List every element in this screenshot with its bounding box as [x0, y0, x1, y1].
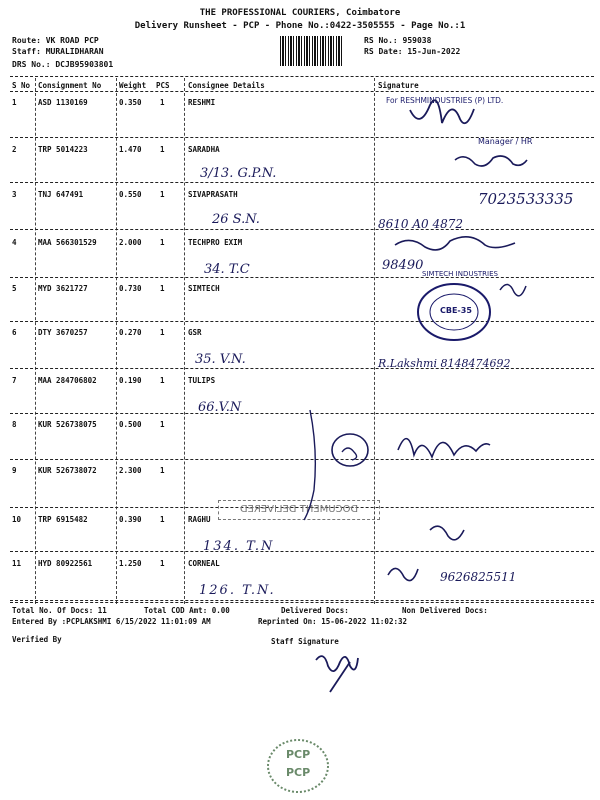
seal-ring-text: SIMTECH INDUSTRIES — [422, 270, 498, 278]
cell-consignment-no: TRP 5014223 — [38, 145, 88, 154]
cell-consignment-no: TRP 6915482 — [38, 515, 88, 524]
cell-consignee-name: RESHMI — [188, 98, 216, 107]
cell-consignee-name: TECHPRO EXIM — [188, 238, 243, 247]
cell-consignment-no: KUR 526738075 — [38, 420, 97, 429]
cell-weight: 1.470 — [119, 145, 142, 154]
cell-weight: 0.390 — [119, 515, 142, 524]
cell-weight: 0.190 — [119, 376, 142, 385]
cell-consignee-name: CORNEAL — [188, 559, 220, 568]
cell-weight: 0.350 — [119, 98, 142, 107]
cell-consignment-no: MAA 566301529 — [38, 238, 97, 247]
cell-sno: 5 — [12, 284, 17, 293]
total-docs: Total No. Of Docs: 11 — [12, 606, 107, 615]
cod-amount: Total COD Amt: 0.00 — [144, 606, 230, 615]
header-consignment: Consignment No — [38, 81, 102, 90]
cell-sno: 3 — [12, 190, 17, 199]
company-stamp-text: For RESHMINDUSTRIES (P) LTD. — [386, 96, 504, 105]
cell-weight: 0.730 — [119, 284, 142, 293]
handwritten-phone: 9626825511 — [440, 570, 517, 584]
cell-weight: 1.250 — [119, 559, 142, 568]
staff-label: Staff: MURALIDHARAN — [12, 47, 104, 56]
cell-pcs: 1 — [160, 466, 165, 475]
non-delivered-docs: Non Delivered Docs: — [402, 606, 488, 615]
cell-weight: 0.270 — [119, 328, 142, 337]
document-delivered-stamp: DOCUMENT DELIVERED — [218, 500, 380, 520]
cell-sno: 7 — [12, 376, 17, 385]
header-weight: Weight — [119, 81, 147, 90]
manager-stamp-text: Manager / HR — [478, 137, 533, 146]
cell-consignment-no: MYD 3621727 — [38, 284, 88, 293]
cell-pcs: 1 — [160, 98, 165, 107]
drs-label: DRS No.: DCJB95903801 — [12, 60, 114, 69]
table-bottom-rule — [10, 602, 594, 603]
header-pcs: PCS — [156, 81, 170, 90]
cell-pcs: 1 — [160, 284, 165, 293]
cell-consignment-no: DTY 3670257 — [38, 328, 88, 337]
cell-consignee-name: SIMTECH — [188, 284, 220, 293]
rs-no-label: RS No.: 959038 — [364, 36, 432, 45]
rs-date-label: RS Date: 15-Jun-2022 — [364, 47, 461, 56]
pcp-stamp-text-top: PCP — [286, 748, 311, 761]
cell-consignment-no: HYD 80922561 — [38, 559, 93, 568]
cell-pcs: 1 — [160, 420, 165, 429]
cell-consignee-name: SARADHA — [188, 145, 220, 154]
handwritten-address: 26 S.N. — [212, 212, 260, 227]
cell-pcs: 1 — [160, 190, 165, 199]
staff-signature-label: Staff Signature — [271, 637, 339, 646]
pcp-stamp-text-bottom: PCP — [286, 766, 311, 779]
cell-consignment-no: MAA 284706802 — [38, 376, 97, 385]
runsheet-subtitle: Delivery Runsheet - PCP - Phone No.:0422-3505555 - Page No.:1 — [134, 21, 466, 31]
cell-sno: 10 — [12, 515, 22, 524]
handwritten-note: R.Lakshmi 8148474692 — [378, 357, 511, 370]
handwritten-phone: 7023533335 — [478, 190, 574, 208]
handwritten-address: 126. T.N. — [199, 583, 276, 598]
cell-consignment-no: ASD 1130169 — [38, 98, 88, 107]
cell-consignee-name: TULIPS — [188, 376, 216, 385]
cell-weight: 0.550 — [119, 190, 142, 199]
cell-pcs: 1 — [160, 515, 165, 524]
delivered-docs: Delivered Docs: — [281, 606, 349, 615]
header-consignee: Consignee Details — [188, 81, 265, 90]
cell-consignee-name: RAGHU — [188, 515, 211, 524]
handwritten-note: 8610 A0 4872 — [378, 217, 464, 231]
cell-sno: 8 — [12, 420, 17, 429]
cell-sno: 9 — [12, 466, 17, 475]
cell-weight: 0.500 — [119, 420, 142, 429]
verified-by: Verified By — [12, 635, 62, 644]
reprinted-on: Reprinted On: 15-06-2022 11:02:32 — [258, 617, 408, 626]
entered-by: Entered By :PCPLAKSHMI 6/15/2022 11:01:09 AM — [12, 617, 211, 626]
cell-consignee-name: SIVAPRASATH — [188, 190, 238, 199]
cell-pcs: 1 — [160, 328, 165, 337]
header-signature: Signature — [378, 81, 419, 90]
cell-sno: 4 — [12, 238, 17, 247]
seal-center-text: CBE-35 — [440, 306, 472, 315]
route-label: Route: VK ROAD PCP — [12, 36, 99, 45]
cell-pcs: 1 — [160, 376, 165, 385]
cell-consignment-no: TNJ 647491 — [38, 190, 84, 199]
cell-sno: 2 — [12, 145, 17, 154]
handwritten-address: 35. V.N. — [195, 352, 246, 367]
cell-pcs: 1 — [160, 238, 165, 247]
handwritten-address: 134. T.N — [203, 539, 275, 554]
cell-pcs: 1 — [160, 559, 165, 568]
cell-sno: 1 — [12, 98, 17, 107]
cell-consignment-no: KUR 526738072 — [38, 466, 97, 475]
cell-sno: 6 — [12, 328, 17, 337]
cell-pcs: 1 — [160, 145, 165, 154]
handwritten-address: 34. T.C — [204, 262, 250, 277]
cell-weight: 2.300 — [119, 466, 142, 475]
cell-consignee-name: GSR — [188, 328, 202, 337]
handwritten-address: 66.V.N — [198, 400, 242, 415]
handwritten-address: 3/13. G.P.N. — [200, 166, 277, 181]
company-title: THE PROFESSIONAL COURIERS, Coimbatore — [199, 8, 401, 18]
handwritten-phone: 98490 — [382, 258, 424, 273]
cell-weight: 2.000 — [119, 238, 142, 247]
header-sno: S No — [12, 81, 31, 90]
cell-sno: 11 — [12, 559, 22, 568]
